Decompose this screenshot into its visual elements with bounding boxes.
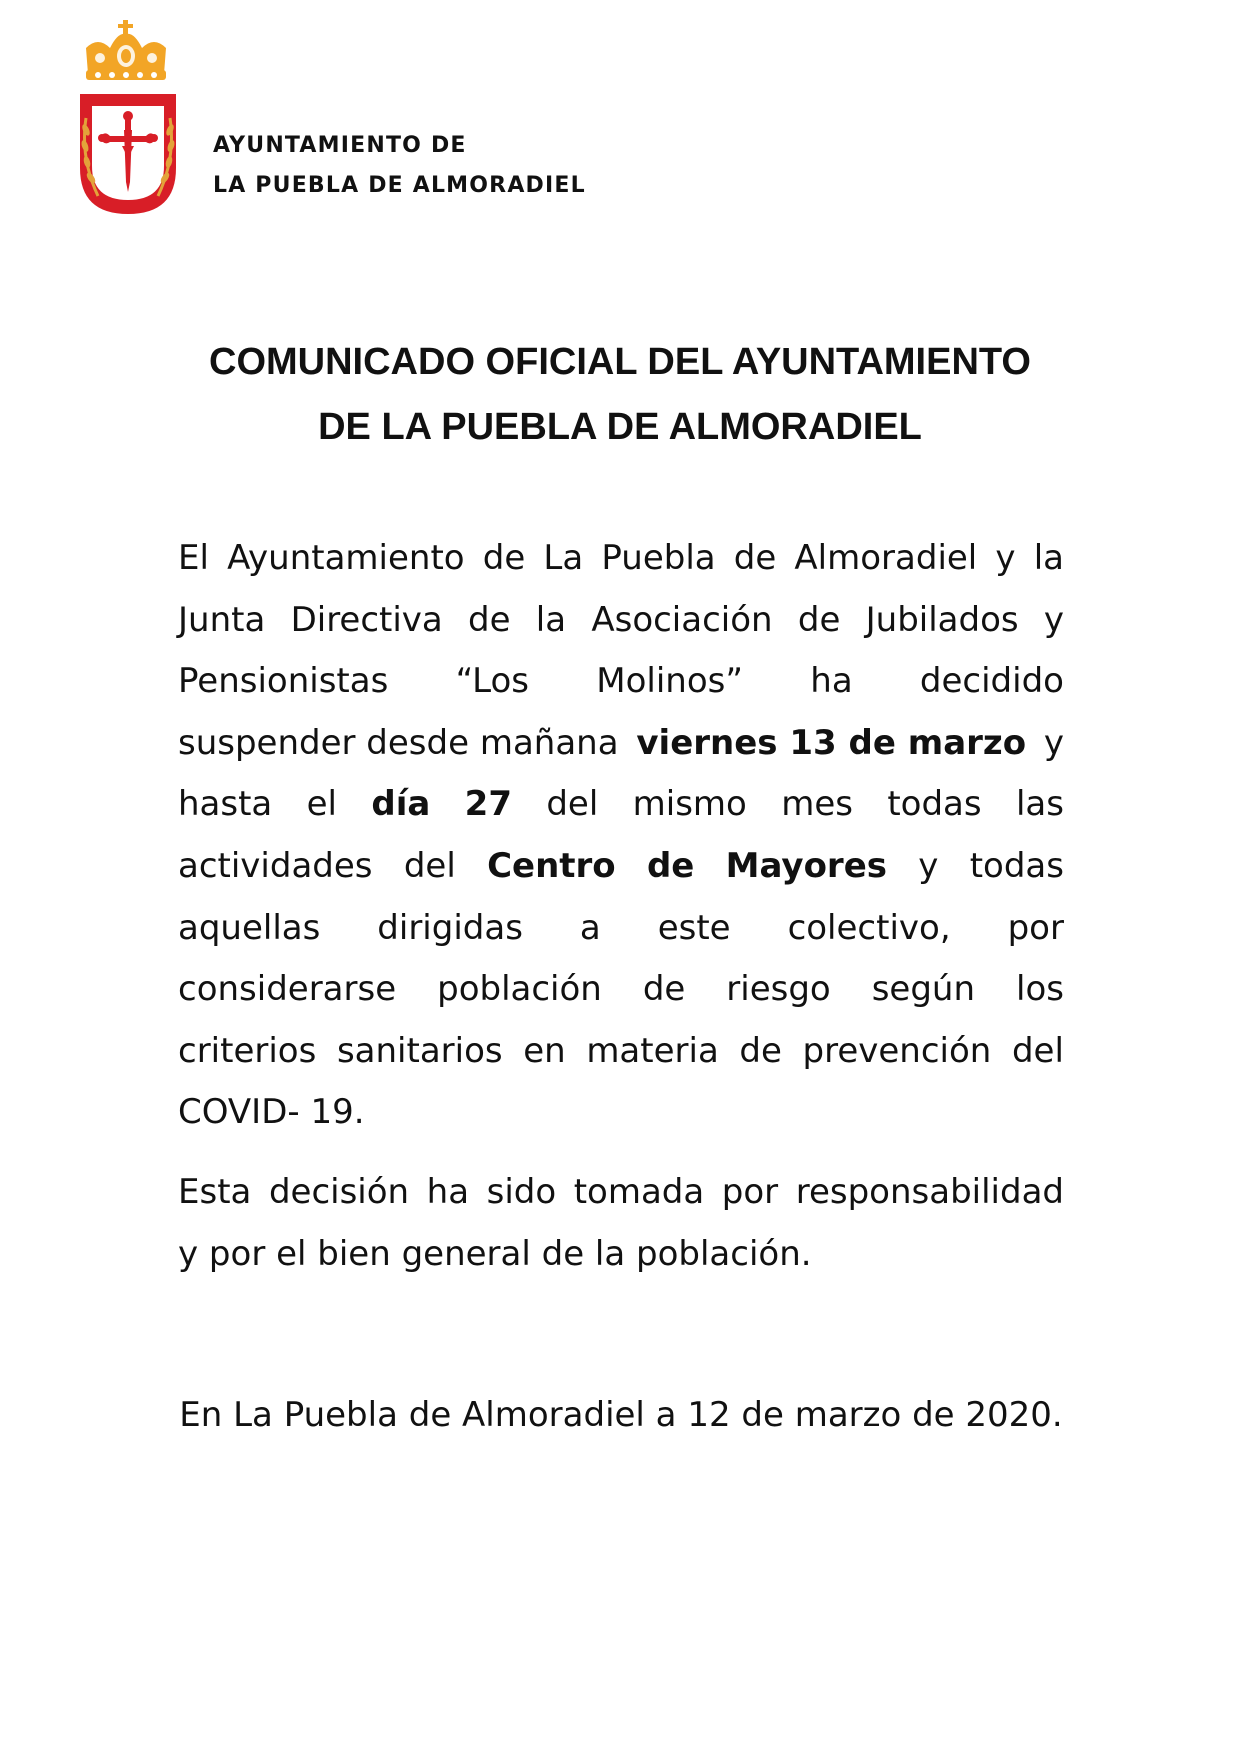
paragraph-2-line-2 — [178, 1224, 1064, 1286]
organization-name-line-2: LA PUEBLA DE ALMORADIEL — [213, 173, 586, 198]
word: del — [546, 784, 599, 825]
word: dirigidas — [377, 907, 523, 948]
document-title-line-2: DE LA PUEBLA DE ALMORADIEL — [318, 406, 922, 448]
word: sido — [486, 1171, 557, 1212]
word: por — [1007, 907, 1064, 948]
word: mes — [781, 784, 853, 825]
word: Esta — [178, 1171, 252, 1212]
word: Molinos” — [596, 661, 743, 702]
paragraph-1-line-5 — [178, 774, 1064, 836]
paragraph-2 — [178, 1162, 1064, 1285]
word: las — [1015, 784, 1064, 825]
word: hasta — [178, 784, 273, 825]
word: la — [535, 599, 567, 640]
word: por — [721, 1171, 779, 1212]
paragraph-1-line-7 — [178, 898, 1064, 960]
document-body — [178, 528, 1064, 1285]
word: tomada — [573, 1171, 705, 1212]
word: criterios — [178, 1030, 317, 1071]
word: Pensionistas — [178, 661, 389, 702]
shield-icon — [80, 94, 176, 214]
word: prevención — [802, 1030, 992, 1071]
paragraph-1-line-10 — [178, 1082, 1064, 1144]
word: todas — [969, 845, 1064, 886]
organization-name — [213, 126, 586, 206]
bold-word: Mayores — [725, 845, 887, 886]
word: mismo — [632, 784, 747, 825]
text-segment: COVID- 19. — [178, 1092, 365, 1133]
word: Almoradiel — [794, 538, 978, 578]
word: la — [1033, 538, 1064, 578]
word: decidido — [919, 661, 1064, 702]
coat-of-arms-logo — [78, 18, 203, 223]
paragraph-1-line-8 — [178, 959, 1064, 1021]
word: ha — [426, 1171, 470, 1212]
paragraph-1-line-4 — [178, 713, 1064, 775]
bold-word: Centro — [487, 845, 616, 886]
date-line: En La Puebla de Almoradiel a 12 de marzo de 2020. — [179, 1395, 1063, 1435]
document-title-line-1: COMUNICADO OFICIAL DEL AYUNTAMIENTO — [209, 341, 1031, 383]
word: ha — [810, 661, 853, 702]
bold-word: de — [646, 845, 695, 886]
word: según — [871, 969, 976, 1010]
text-segment: y por el bien general de la población. — [178, 1233, 812, 1274]
word: de — [797, 599, 841, 640]
word: el — [306, 784, 337, 825]
organization-name-line-1: AYUNTAMIENTO DE — [213, 133, 467, 158]
word: a — [579, 907, 601, 948]
word: de — [733, 538, 777, 578]
word: aquellas — [178, 907, 321, 948]
word: y — [1043, 722, 1064, 763]
crown-icon — [86, 20, 166, 80]
word: Puebla — [601, 538, 716, 578]
paragraph-1-line-1 — [178, 528, 1064, 590]
paragraph-1-line-9 — [178, 1021, 1064, 1083]
paragraph-1-line-2 — [178, 590, 1064, 652]
word: población — [437, 969, 602, 1010]
word: de — [482, 538, 526, 578]
word: del — [1011, 1030, 1064, 1071]
word: El — [178, 538, 209, 578]
word: de — [642, 969, 686, 1010]
word: sanitarios — [336, 1030, 503, 1071]
document-title — [120, 330, 1120, 460]
word: Ayuntamiento — [227, 538, 465, 578]
word: La — [543, 538, 584, 578]
bold-date-end: 27 — [464, 784, 512, 825]
word: riesgo — [726, 969, 831, 1010]
text-segment: suspender desde mañana — [178, 722, 619, 763]
word: de — [739, 1030, 782, 1071]
bold-word: día — [371, 784, 431, 825]
word: todas — [887, 784, 982, 825]
word: del — [403, 845, 456, 886]
word: y — [995, 538, 1016, 578]
word: y — [1043, 599, 1064, 640]
word: “Los — [455, 661, 530, 702]
paragraph-1-line-3 — [178, 651, 1064, 713]
word: Jubilados — [865, 599, 1019, 640]
word: materia — [586, 1030, 719, 1071]
word: colectivo, — [787, 907, 951, 948]
word: Directiva — [290, 599, 443, 640]
word: responsabilidad — [795, 1171, 1064, 1212]
word: considerarse — [178, 969, 397, 1010]
word: Junta — [178, 599, 266, 640]
paragraph-1 — [178, 528, 1064, 1144]
paragraph-1-line-6 — [178, 836, 1064, 898]
word: Asociación — [591, 599, 773, 640]
word: y — [918, 845, 939, 886]
word: decisión — [268, 1171, 410, 1212]
word: actividades — [178, 845, 373, 886]
paragraph-2-line-1 — [178, 1162, 1064, 1224]
bold-date-start: viernes 13 de marzo — [636, 722, 1027, 763]
word: en — [523, 1030, 566, 1071]
word: este — [657, 907, 731, 948]
word: de — [468, 599, 511, 640]
word: los — [1016, 969, 1064, 1010]
